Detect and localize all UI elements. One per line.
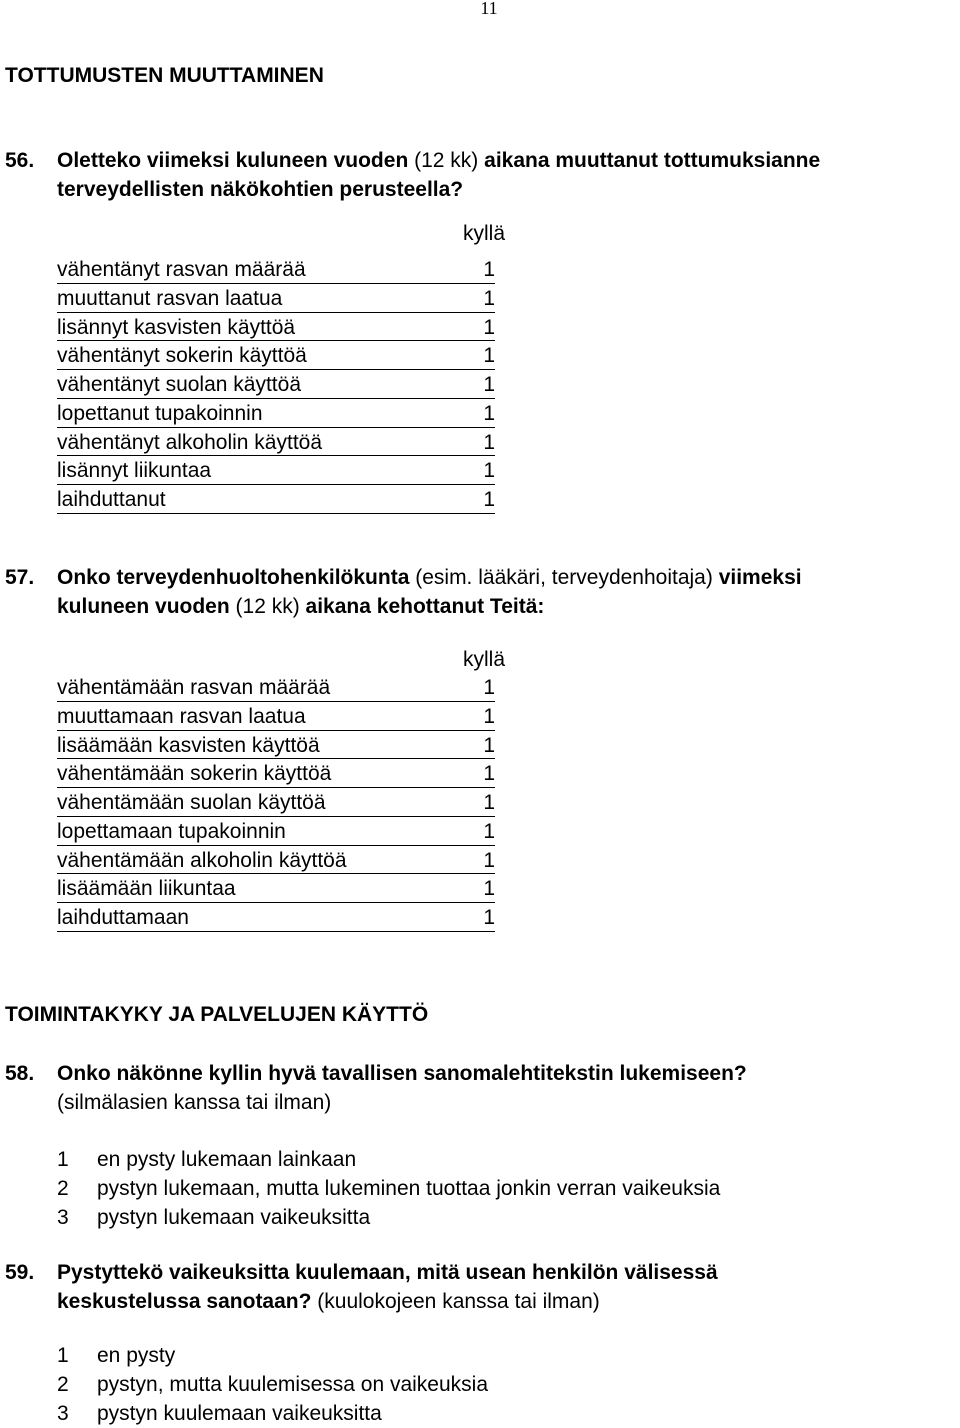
option-code[interactable]: 1 bbox=[483, 315, 495, 339]
option-label: vähentämään suolan käyttöä bbox=[57, 791, 326, 814]
option-label: lisännyt liikuntaa bbox=[57, 459, 212, 483]
answer-label: en pysty bbox=[97, 1344, 176, 1367]
answer-option[interactable] bbox=[57, 1203, 720, 1232]
answer-code[interactable]: 2 bbox=[57, 1373, 69, 1396]
option-label: lopettanut tupakoinnin bbox=[57, 401, 263, 425]
option-code[interactable]: 1 bbox=[483, 906, 495, 929]
option-row[interactable] bbox=[57, 428, 495, 457]
option-label: laihduttanut bbox=[57, 488, 166, 511]
question-number: 59. bbox=[5, 1261, 35, 1284]
option-label: vähentänyt sokerin käyttöä bbox=[57, 344, 307, 368]
answer-label: pystyn lukemaan vaikeuksitta bbox=[97, 1206, 371, 1229]
question-text-line1: Onko näkönne kyllin hyvä tavallisen sanomalehtitekstin lukemiseen? bbox=[57, 1062, 747, 1085]
option-code[interactable]: 1 bbox=[483, 848, 495, 872]
answer-option[interactable] bbox=[57, 1341, 488, 1370]
question-number: 56. bbox=[5, 149, 35, 172]
option-label: vähentämään sokerin käyttöä bbox=[57, 762, 332, 786]
option-row[interactable] bbox=[57, 874, 495, 903]
answer-label: pystyn, mutta kuulemisessa on vaikeuksia bbox=[97, 1373, 489, 1396]
answer-code[interactable]: 1 bbox=[57, 1148, 69, 1171]
option-row[interactable] bbox=[57, 284, 495, 313]
option-code[interactable]: 1 bbox=[483, 373, 495, 396]
options-list bbox=[57, 255, 495, 514]
option-code[interactable]: 1 bbox=[483, 488, 495, 511]
option-row[interactable] bbox=[57, 846, 495, 875]
option-code[interactable]: 1 bbox=[483, 676, 495, 699]
column-header-yes: kyllä bbox=[463, 222, 506, 245]
answer-option[interactable] bbox=[57, 1145, 720, 1174]
option-label: lisäämään liikuntaa bbox=[57, 877, 236, 901]
answer-label: en pysty lukemaan lainkaan bbox=[97, 1148, 357, 1171]
option-code[interactable]: 1 bbox=[483, 258, 495, 281]
option-row[interactable] bbox=[57, 903, 495, 932]
column-header-yes: kyllä bbox=[463, 648, 506, 671]
question-text-line2: keskustelussa sanotaan? (kuulokojeen kanssa tai ilman) bbox=[57, 1290, 600, 1313]
answer-list bbox=[57, 1341, 488, 1428]
option-row[interactable] bbox=[57, 731, 495, 760]
option-label: lopettamaan tupakoinnin bbox=[57, 819, 286, 843]
question-text-line1: Pystyttekö vaikeuksitta kuulemaan, mitä usean henkilön välisessä bbox=[57, 1261, 718, 1284]
option-code[interactable]: 1 bbox=[483, 401, 495, 425]
answer-code[interactable]: 2 bbox=[57, 1177, 69, 1200]
option-code[interactable]: 1 bbox=[483, 791, 495, 814]
question-text-line2: kuluneen vuoden (12 kk) aikana kehottanut Teitä: bbox=[57, 595, 545, 618]
option-label: vähentänyt suolan käyttöä bbox=[57, 373, 302, 396]
answer-option[interactable] bbox=[57, 1174, 720, 1203]
option-code[interactable]: 1 bbox=[483, 704, 495, 728]
answer-option[interactable] bbox=[57, 1399, 488, 1428]
option-row[interactable] bbox=[57, 673, 495, 702]
answer-code[interactable]: 3 bbox=[57, 1206, 69, 1229]
answer-code[interactable]: 1 bbox=[57, 1344, 69, 1367]
option-row[interactable] bbox=[57, 399, 495, 428]
question-text-line1: Oletteko viimeksi kuluneen vuoden (12 kk) aikana muuttanut tottumuksianne bbox=[57, 149, 821, 172]
option-row[interactable] bbox=[57, 341, 495, 370]
page-number: 11 bbox=[480, 0, 498, 18]
options-list bbox=[57, 673, 495, 932]
option-row[interactable] bbox=[57, 702, 495, 731]
option-row[interactable] bbox=[57, 255, 495, 284]
option-row[interactable] bbox=[57, 313, 495, 342]
answer-option[interactable] bbox=[57, 1370, 488, 1399]
option-row[interactable] bbox=[57, 485, 495, 514]
option-code[interactable]: 1 bbox=[483, 430, 495, 454]
option-label: vähentämään alkoholin käyttöä bbox=[57, 848, 347, 872]
option-label: lisäämään kasvisten käyttöä bbox=[57, 733, 320, 757]
option-code[interactable]: 1 bbox=[483, 286, 495, 310]
option-row[interactable] bbox=[57, 788, 495, 817]
option-code[interactable]: 1 bbox=[483, 733, 495, 757]
answer-label: pystyn kuulemaan vaikeuksitta bbox=[97, 1402, 382, 1425]
question-number: 57. bbox=[5, 566, 35, 589]
question-number: 58. bbox=[5, 1062, 35, 1085]
option-label: vähentänyt alkoholin käyttöä bbox=[57, 430, 323, 454]
option-label: muuttanut rasvan laatua bbox=[57, 286, 283, 310]
option-code[interactable]: 1 bbox=[483, 344, 495, 368]
option-row[interactable] bbox=[57, 456, 495, 485]
option-row[interactable] bbox=[57, 370, 495, 399]
question-text-line2: terveydellisten näkökohtien perusteella? bbox=[57, 178, 464, 201]
section-title-functional-ability: TOIMINTAKYKY JA PALVELUJEN KÄYTTÖ bbox=[5, 1003, 429, 1026]
option-label: vähentämään rasvan määrää bbox=[57, 676, 331, 699]
question-text-line1: Onko terveydenhuoltohenkilökunta (esim. lääkäri, terveydenhoitaja) viimeksi bbox=[57, 566, 802, 589]
option-code[interactable]: 1 bbox=[483, 762, 495, 786]
option-label: lisännyt kasvisten käyttöä bbox=[57, 315, 296, 339]
section-title-habits: TOTTUMUSTEN MUUTTAMINEN bbox=[5, 64, 324, 87]
option-code[interactable]: 1 bbox=[483, 459, 495, 483]
answer-code[interactable]: 3 bbox=[57, 1402, 69, 1425]
option-row[interactable] bbox=[57, 817, 495, 846]
answer-list bbox=[57, 1145, 720, 1232]
option-label: muuttamaan rasvan laatua bbox=[57, 704, 306, 728]
option-code[interactable]: 1 bbox=[483, 877, 495, 901]
question-text-line2: (silmälasien kanssa tai ilman) bbox=[57, 1091, 332, 1114]
option-label: vähentänyt rasvan määrää bbox=[57, 258, 306, 281]
option-code[interactable]: 1 bbox=[483, 819, 495, 843]
answer-label: pystyn lukemaan, mutta lukeminen tuottaa jonkin verran vaikeuksia bbox=[97, 1177, 721, 1200]
option-row[interactable] bbox=[57, 759, 495, 788]
option-label: laihduttamaan bbox=[57, 906, 189, 929]
